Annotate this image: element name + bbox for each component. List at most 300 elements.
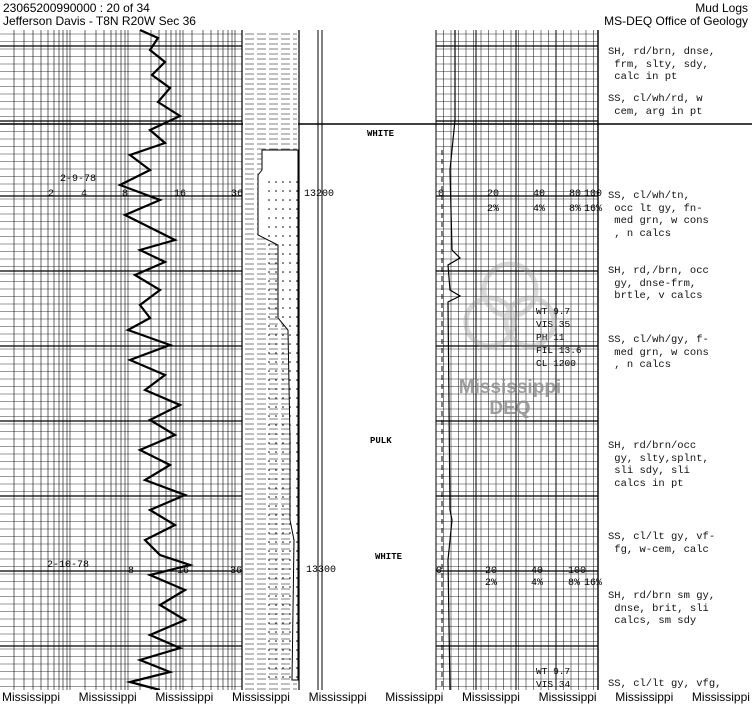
sandstone-dot bbox=[296, 190, 298, 192]
sandstone-dot bbox=[289, 523, 291, 525]
sandstone-dot bbox=[275, 424, 277, 426]
sandstone-dot bbox=[268, 217, 270, 219]
sandstone-dot bbox=[268, 613, 270, 615]
footer-watermark-strip bbox=[0, 690, 752, 705]
sandstone-dot bbox=[268, 514, 270, 516]
sandstone-dot bbox=[275, 487, 277, 489]
sandstone-dot bbox=[282, 226, 284, 228]
sandstone-dot bbox=[296, 595, 298, 597]
footer-text: Mississippi bbox=[308, 690, 367, 704]
sandstone-dot bbox=[282, 433, 284, 435]
sandstone-dot bbox=[268, 586, 270, 588]
sandstone-dot bbox=[282, 289, 284, 291]
sandstone-dot bbox=[275, 469, 277, 471]
sandstone-dot bbox=[275, 316, 277, 318]
sample-color-label: WHITE bbox=[375, 552, 403, 562]
sandstone-dot bbox=[275, 271, 277, 273]
sandstone-dot bbox=[296, 334, 298, 336]
sandstone-dot bbox=[282, 271, 284, 273]
footer-text: Mississippi bbox=[615, 690, 674, 704]
sandstone-dot bbox=[268, 199, 270, 201]
sandstone-dot bbox=[275, 406, 277, 408]
sandstone-dot bbox=[282, 397, 284, 399]
sandstone-dot bbox=[296, 307, 298, 309]
sandstone-dot bbox=[275, 244, 277, 246]
sandstone-dot bbox=[289, 460, 291, 462]
sandstone-dot bbox=[296, 568, 298, 570]
pct-tick: 8% bbox=[568, 578, 581, 589]
scale-tick: 36 bbox=[231, 189, 244, 200]
sandstone-dot bbox=[296, 469, 298, 471]
lithology-description: SH, rd/brn/occ gy, slty,splnt, sli sdy, sli calcs in pt bbox=[608, 440, 709, 490]
sandstone-dot bbox=[296, 253, 298, 255]
sandstone-dot bbox=[282, 253, 284, 255]
sandstone-dot bbox=[296, 487, 298, 489]
sandstone-dot bbox=[282, 334, 284, 336]
sandstone-dot bbox=[289, 217, 291, 219]
pct-tick: 16% bbox=[584, 204, 603, 215]
sandstone-dot bbox=[268, 397, 270, 399]
sandstone-dot bbox=[296, 424, 298, 426]
sandstone-dot bbox=[296, 559, 298, 561]
pct-tick: 0 bbox=[436, 566, 443, 577]
sandstone-dot bbox=[282, 352, 284, 354]
sandstone-dot bbox=[268, 361, 270, 363]
sandstone-dot bbox=[282, 343, 284, 345]
sandstone-dot bbox=[282, 217, 284, 219]
sandstone-dot bbox=[275, 289, 277, 291]
lithology-description: SS, cl/lt gy, vf- fg, w-cem, calc bbox=[608, 531, 716, 556]
sandstone-dot bbox=[296, 352, 298, 354]
sandstone-dot bbox=[275, 559, 277, 561]
sandstone-dot bbox=[282, 541, 284, 543]
sandstone-dot bbox=[296, 316, 298, 318]
sandstone-dot bbox=[282, 568, 284, 570]
sandstone-dot bbox=[296, 622, 298, 624]
footer-text: Mississippi bbox=[385, 690, 444, 704]
sandstone-dot bbox=[296, 361, 298, 363]
sandstone-dot bbox=[289, 496, 291, 498]
sandstone-dot bbox=[275, 586, 277, 588]
sandstone-dot bbox=[282, 631, 284, 633]
sandstone-dot bbox=[289, 289, 291, 291]
sandstone-dot bbox=[282, 496, 284, 498]
sandstone-dot bbox=[282, 469, 284, 471]
sandstone-dot bbox=[275, 622, 277, 624]
sandstone-dot bbox=[268, 622, 270, 624]
sandstone-dot bbox=[296, 658, 298, 660]
date-label: 2-9-78 bbox=[60, 174, 97, 185]
sandstone-dot bbox=[275, 415, 277, 417]
sandstone-dot bbox=[282, 370, 284, 372]
sandstone-dot bbox=[289, 649, 291, 651]
sandstone-dot bbox=[275, 217, 277, 219]
sandstone-dot bbox=[275, 505, 277, 507]
sandstone-dot bbox=[289, 622, 291, 624]
sandstone-dot bbox=[282, 613, 284, 615]
sandstone-dot bbox=[282, 379, 284, 381]
sandstone-dot bbox=[282, 514, 284, 516]
scale-tick: 16 bbox=[177, 566, 190, 577]
sandstone-dot bbox=[268, 505, 270, 507]
sandstone-dot bbox=[268, 649, 270, 651]
sandstone-dot bbox=[268, 676, 270, 678]
sandstone-dot bbox=[282, 298, 284, 300]
drill-rate-curve bbox=[120, 30, 190, 690]
footer-text: Mississippi bbox=[155, 690, 214, 704]
sandstone-dot bbox=[275, 604, 277, 606]
pct-tick: 20 bbox=[487, 189, 500, 200]
sandstone-dot bbox=[296, 649, 298, 651]
mud-property: WT 9.7 bbox=[536, 306, 571, 317]
sandstone-dot bbox=[289, 415, 291, 417]
sandstone-dot bbox=[268, 631, 270, 633]
sandstone-dot bbox=[275, 253, 277, 255]
sandstone-dot bbox=[282, 424, 284, 426]
pct-tick: 40 bbox=[531, 566, 544, 577]
pct-tick: 4% bbox=[533, 204, 546, 215]
sandstone-dot bbox=[282, 442, 284, 444]
sandstone-dot bbox=[296, 532, 298, 534]
sandstone-dot bbox=[289, 577, 291, 579]
sandstone-dot bbox=[289, 667, 291, 669]
sandstone-dot bbox=[275, 514, 277, 516]
sandstone-dot bbox=[282, 451, 284, 453]
sandstone-dot bbox=[268, 334, 270, 336]
sandstone-dot bbox=[282, 235, 284, 237]
sandstone-dot bbox=[289, 379, 291, 381]
sandstone-dot bbox=[268, 496, 270, 498]
sandstone-dot bbox=[289, 595, 291, 597]
sandstone-dot bbox=[268, 406, 270, 408]
sandstone-dot bbox=[282, 406, 284, 408]
sandstone-dot bbox=[268, 469, 270, 471]
pct-tick: 40 bbox=[533, 189, 546, 200]
sandstone-dot bbox=[268, 307, 270, 309]
sandstone-dot bbox=[289, 334, 291, 336]
document-type: Mud Logs bbox=[695, 1, 748, 15]
sandstone-dot bbox=[282, 550, 284, 552]
sandstone-dot bbox=[268, 415, 270, 417]
sandstone-dot bbox=[289, 208, 291, 210]
sandstone-dot bbox=[268, 478, 270, 480]
pct-tick: 80 bbox=[569, 189, 582, 200]
sandstone-dot bbox=[289, 568, 291, 570]
sandstone-dot bbox=[289, 406, 291, 408]
scale-tick: 4 bbox=[81, 189, 88, 200]
pct-tick: 2% bbox=[487, 204, 500, 215]
sandstone-dot bbox=[296, 217, 298, 219]
sandstone-dot bbox=[296, 451, 298, 453]
sandstone-dot bbox=[296, 460, 298, 462]
sandstone-dot bbox=[268, 181, 270, 183]
sandstone-dot bbox=[275, 370, 277, 372]
sandstone-dot bbox=[268, 550, 270, 552]
sandstone-dot bbox=[296, 496, 298, 498]
sandstone-dot bbox=[296, 667, 298, 669]
sandstone-dot bbox=[289, 532, 291, 534]
sample-color-label: PULK bbox=[370, 436, 392, 446]
sandstone-dot bbox=[296, 541, 298, 543]
sandstone-dot bbox=[268, 460, 270, 462]
sandstone-dot bbox=[268, 343, 270, 345]
lithology-description: SS, cl/lt gy, vfg, bbox=[608, 678, 722, 690]
sandstone-dot bbox=[289, 478, 291, 480]
sandstone-dot bbox=[268, 433, 270, 435]
sandstone-dot bbox=[296, 415, 298, 417]
lithology-column bbox=[243, 30, 298, 690]
pct-tick: 2% bbox=[485, 578, 498, 589]
sandstone-dot bbox=[296, 640, 298, 642]
sandstone-dot bbox=[289, 433, 291, 435]
sandstone-dot bbox=[282, 532, 284, 534]
sandstone-dot bbox=[268, 604, 270, 606]
sandstone-dot bbox=[282, 487, 284, 489]
scale-tick: 36 bbox=[230, 566, 243, 577]
sandstone-dot bbox=[289, 604, 291, 606]
sandstone-dot bbox=[296, 406, 298, 408]
pct-tick: 100 bbox=[584, 189, 603, 200]
sandstone-dot bbox=[275, 451, 277, 453]
pct-tick: 8% bbox=[569, 204, 582, 215]
sandstone-dot bbox=[275, 433, 277, 435]
sandstone-dot bbox=[268, 523, 270, 525]
sandstone-dot bbox=[282, 199, 284, 201]
sandstone-dot bbox=[296, 208, 298, 210]
pct-tick: 16% bbox=[584, 578, 603, 589]
sandstone-dot bbox=[275, 496, 277, 498]
sandstone-dot bbox=[296, 604, 298, 606]
sandstone-dot bbox=[282, 640, 284, 642]
sandstone-dot bbox=[275, 388, 277, 390]
sandstone-dot bbox=[268, 658, 270, 660]
sandstone-dot bbox=[275, 667, 277, 669]
sandstone-dot bbox=[289, 397, 291, 399]
sandstone-dot bbox=[296, 235, 298, 237]
sandstone-dot bbox=[275, 325, 277, 327]
sandstone-dot bbox=[289, 235, 291, 237]
sandstone-dot bbox=[289, 541, 291, 543]
sandstone-dot bbox=[282, 577, 284, 579]
sandstone-dot bbox=[282, 181, 284, 183]
sandstone-dot bbox=[296, 289, 298, 291]
sandstone-dot bbox=[268, 559, 270, 561]
footer-text: Mississippi bbox=[2, 690, 61, 704]
sandstone-dot bbox=[275, 343, 277, 345]
lithology-description: SH, rd/brn sm gy, dnse, brit, sli calcs, sm sdy bbox=[608, 590, 716, 627]
mud-property: VIS 34 bbox=[536, 679, 571, 690]
sandstone-dot bbox=[268, 262, 270, 264]
sandstone-dot bbox=[268, 595, 270, 597]
scale-tick: 2 bbox=[48, 189, 55, 200]
sandstone-dot bbox=[275, 262, 277, 264]
agency-name: MS-DEQ Office of Geology bbox=[604, 14, 748, 28]
sandstone-dot bbox=[296, 379, 298, 381]
sandstone-dot bbox=[268, 577, 270, 579]
sandstone-dot bbox=[275, 334, 277, 336]
sandstone-dot bbox=[296, 577, 298, 579]
sandstone-dot bbox=[289, 361, 291, 363]
sandstone-dot bbox=[289, 370, 291, 372]
sandstone-dot bbox=[289, 451, 291, 453]
sandstone-dot bbox=[289, 325, 291, 327]
sandstone-dot bbox=[275, 532, 277, 534]
sandstone-dot bbox=[296, 388, 298, 390]
document-id: 23065200990000 : 20 of 34 bbox=[3, 1, 150, 15]
depth-label: 13300 bbox=[306, 565, 337, 576]
sandstone-dot bbox=[289, 658, 291, 660]
lithology-description: SH, rd,/brn, occ gy, dnse-frm, brtle, v calcs bbox=[608, 265, 709, 302]
lithology-description: SH, rd/brn, dnse, frm, slty, sdy, calc in pt bbox=[608, 46, 716, 83]
sandstone-dot bbox=[289, 388, 291, 390]
sandstone-dot bbox=[282, 361, 284, 363]
sandstone-dot bbox=[296, 343, 298, 345]
pct-tick: 4% bbox=[531, 578, 544, 589]
sandstone-dot bbox=[289, 613, 291, 615]
sandstone-dot bbox=[275, 460, 277, 462]
footer-text: Mississippi bbox=[78, 690, 137, 704]
sandstone-dot bbox=[275, 199, 277, 201]
sandstone-dot bbox=[268, 316, 270, 318]
sandstone-dot bbox=[282, 586, 284, 588]
sandstone-dot bbox=[289, 586, 291, 588]
sandstone-dot bbox=[289, 487, 291, 489]
sandstone-dot bbox=[282, 307, 284, 309]
depth-label: 13200 bbox=[304, 189, 335, 200]
sandstone-dot bbox=[282, 280, 284, 282]
sandstone-dot bbox=[268, 667, 270, 669]
sandstone-dot bbox=[296, 325, 298, 327]
sandstone-dot bbox=[275, 235, 277, 237]
sample-color-label: WHITE bbox=[367, 129, 395, 139]
sandstone-dot bbox=[268, 568, 270, 570]
sandstone-dot bbox=[296, 631, 298, 633]
sandstone-dot bbox=[289, 199, 291, 201]
sandstone-dot bbox=[275, 442, 277, 444]
mud-property: WT 9.7 bbox=[536, 666, 571, 677]
sandstone-dot bbox=[296, 199, 298, 201]
sandstone-dot bbox=[282, 505, 284, 507]
sandstone-dot bbox=[268, 235, 270, 237]
sandstone-dot bbox=[296, 397, 298, 399]
sandstone-dot bbox=[268, 298, 270, 300]
watermark-text: DEQ bbox=[489, 398, 531, 419]
sandstone-dot bbox=[296, 298, 298, 300]
sandstone-dot bbox=[268, 541, 270, 543]
sandstone-dot bbox=[275, 181, 277, 183]
sandstone-dot bbox=[289, 640, 291, 642]
sandstone-dot bbox=[289, 307, 291, 309]
sandstone-dot bbox=[296, 523, 298, 525]
sandstone-dot bbox=[275, 352, 277, 354]
sandstone-dot bbox=[268, 370, 270, 372]
sandstone-dot bbox=[296, 550, 298, 552]
sandstone-dot bbox=[289, 316, 291, 318]
sandstone-dot bbox=[289, 253, 291, 255]
pct-tick: 0 bbox=[438, 189, 445, 200]
sandstone-dot bbox=[275, 541, 277, 543]
sandstone-dot bbox=[275, 640, 277, 642]
date-label: 2-10-78 bbox=[47, 560, 90, 571]
sandstone-dot bbox=[282, 325, 284, 327]
footer-text: Mississippi bbox=[461, 690, 520, 704]
sandstone-dot bbox=[282, 649, 284, 651]
lithology-description: SS, cl/wh/rd, w cem, arg in pt bbox=[608, 93, 703, 118]
sandstone-dot bbox=[268, 253, 270, 255]
sandstone-dot bbox=[282, 658, 284, 660]
sandstone-dot bbox=[268, 640, 270, 642]
sandstone-dot bbox=[289, 424, 291, 426]
sandstone-dot bbox=[268, 379, 270, 381]
sandstone-dot bbox=[289, 631, 291, 633]
sandstone-dot bbox=[268, 532, 270, 534]
sandstone-dot bbox=[289, 352, 291, 354]
sandstone-dot bbox=[268, 451, 270, 453]
sandstone-dot bbox=[275, 307, 277, 309]
sandstone-dot bbox=[282, 622, 284, 624]
mud-property: PH 11 bbox=[536, 332, 565, 343]
sandstone-dot bbox=[296, 433, 298, 435]
sandstone-dot bbox=[275, 280, 277, 282]
sandstone-dot bbox=[275, 676, 277, 678]
well-location: Jefferson Davis - T8N R20W Sec 36 bbox=[3, 14, 196, 28]
sandstone-dot bbox=[282, 316, 284, 318]
sandstone-dot bbox=[282, 604, 284, 606]
sandstone-dot bbox=[296, 262, 298, 264]
sandstone-dot bbox=[268, 424, 270, 426]
sandstone-dot bbox=[268, 289, 270, 291]
sandstone-dot bbox=[282, 676, 284, 678]
sandstone-dot bbox=[296, 226, 298, 228]
sandstone-dot bbox=[289, 226, 291, 228]
sandstone-dot bbox=[289, 298, 291, 300]
sandstone-dot bbox=[268, 190, 270, 192]
sandstone-dot bbox=[268, 271, 270, 273]
sandstone-dot bbox=[289, 550, 291, 552]
sandstone-dot bbox=[275, 379, 277, 381]
sandstone-dot bbox=[289, 559, 291, 561]
sandstone-dot bbox=[275, 523, 277, 525]
sandstone-dot bbox=[268, 388, 270, 390]
sandstone-dot bbox=[275, 361, 277, 363]
sandstone-dot bbox=[268, 244, 270, 246]
lithology-description: SS, cl/wh/tn, occ lt gy, fn- med grn, w cons , n calcs bbox=[608, 190, 709, 240]
sandstone-dot bbox=[296, 370, 298, 372]
sandstone-dot bbox=[268, 226, 270, 228]
mud-property: FIL 13.6 bbox=[536, 345, 582, 356]
sandstone-dot bbox=[296, 505, 298, 507]
scale-tick: 8 bbox=[122, 189, 129, 200]
lithology-description: SS, cl/wh/gy, f- med grn, w cons , n calcs bbox=[608, 334, 709, 371]
sandstone-dot bbox=[275, 577, 277, 579]
footer-text: Mississippi bbox=[538, 690, 597, 704]
sandstone-dot bbox=[282, 523, 284, 525]
sandstone-dot bbox=[289, 262, 291, 264]
mud-property: CL 1200 bbox=[536, 358, 576, 369]
sandstone-dot bbox=[275, 478, 277, 480]
sandstone-dot bbox=[275, 595, 277, 597]
pct-tick: 20 bbox=[485, 566, 498, 577]
sandstone-dot bbox=[296, 442, 298, 444]
sandstone-dot bbox=[289, 190, 291, 192]
scale-tick: 16 bbox=[174, 189, 187, 200]
footer-text: Mississippi bbox=[691, 690, 750, 704]
sandstone-dot bbox=[268, 325, 270, 327]
sandstone-dot bbox=[289, 514, 291, 516]
sandstone-dot bbox=[289, 280, 291, 282]
sandstone-dot bbox=[289, 181, 291, 183]
sandstone-dot bbox=[289, 244, 291, 246]
